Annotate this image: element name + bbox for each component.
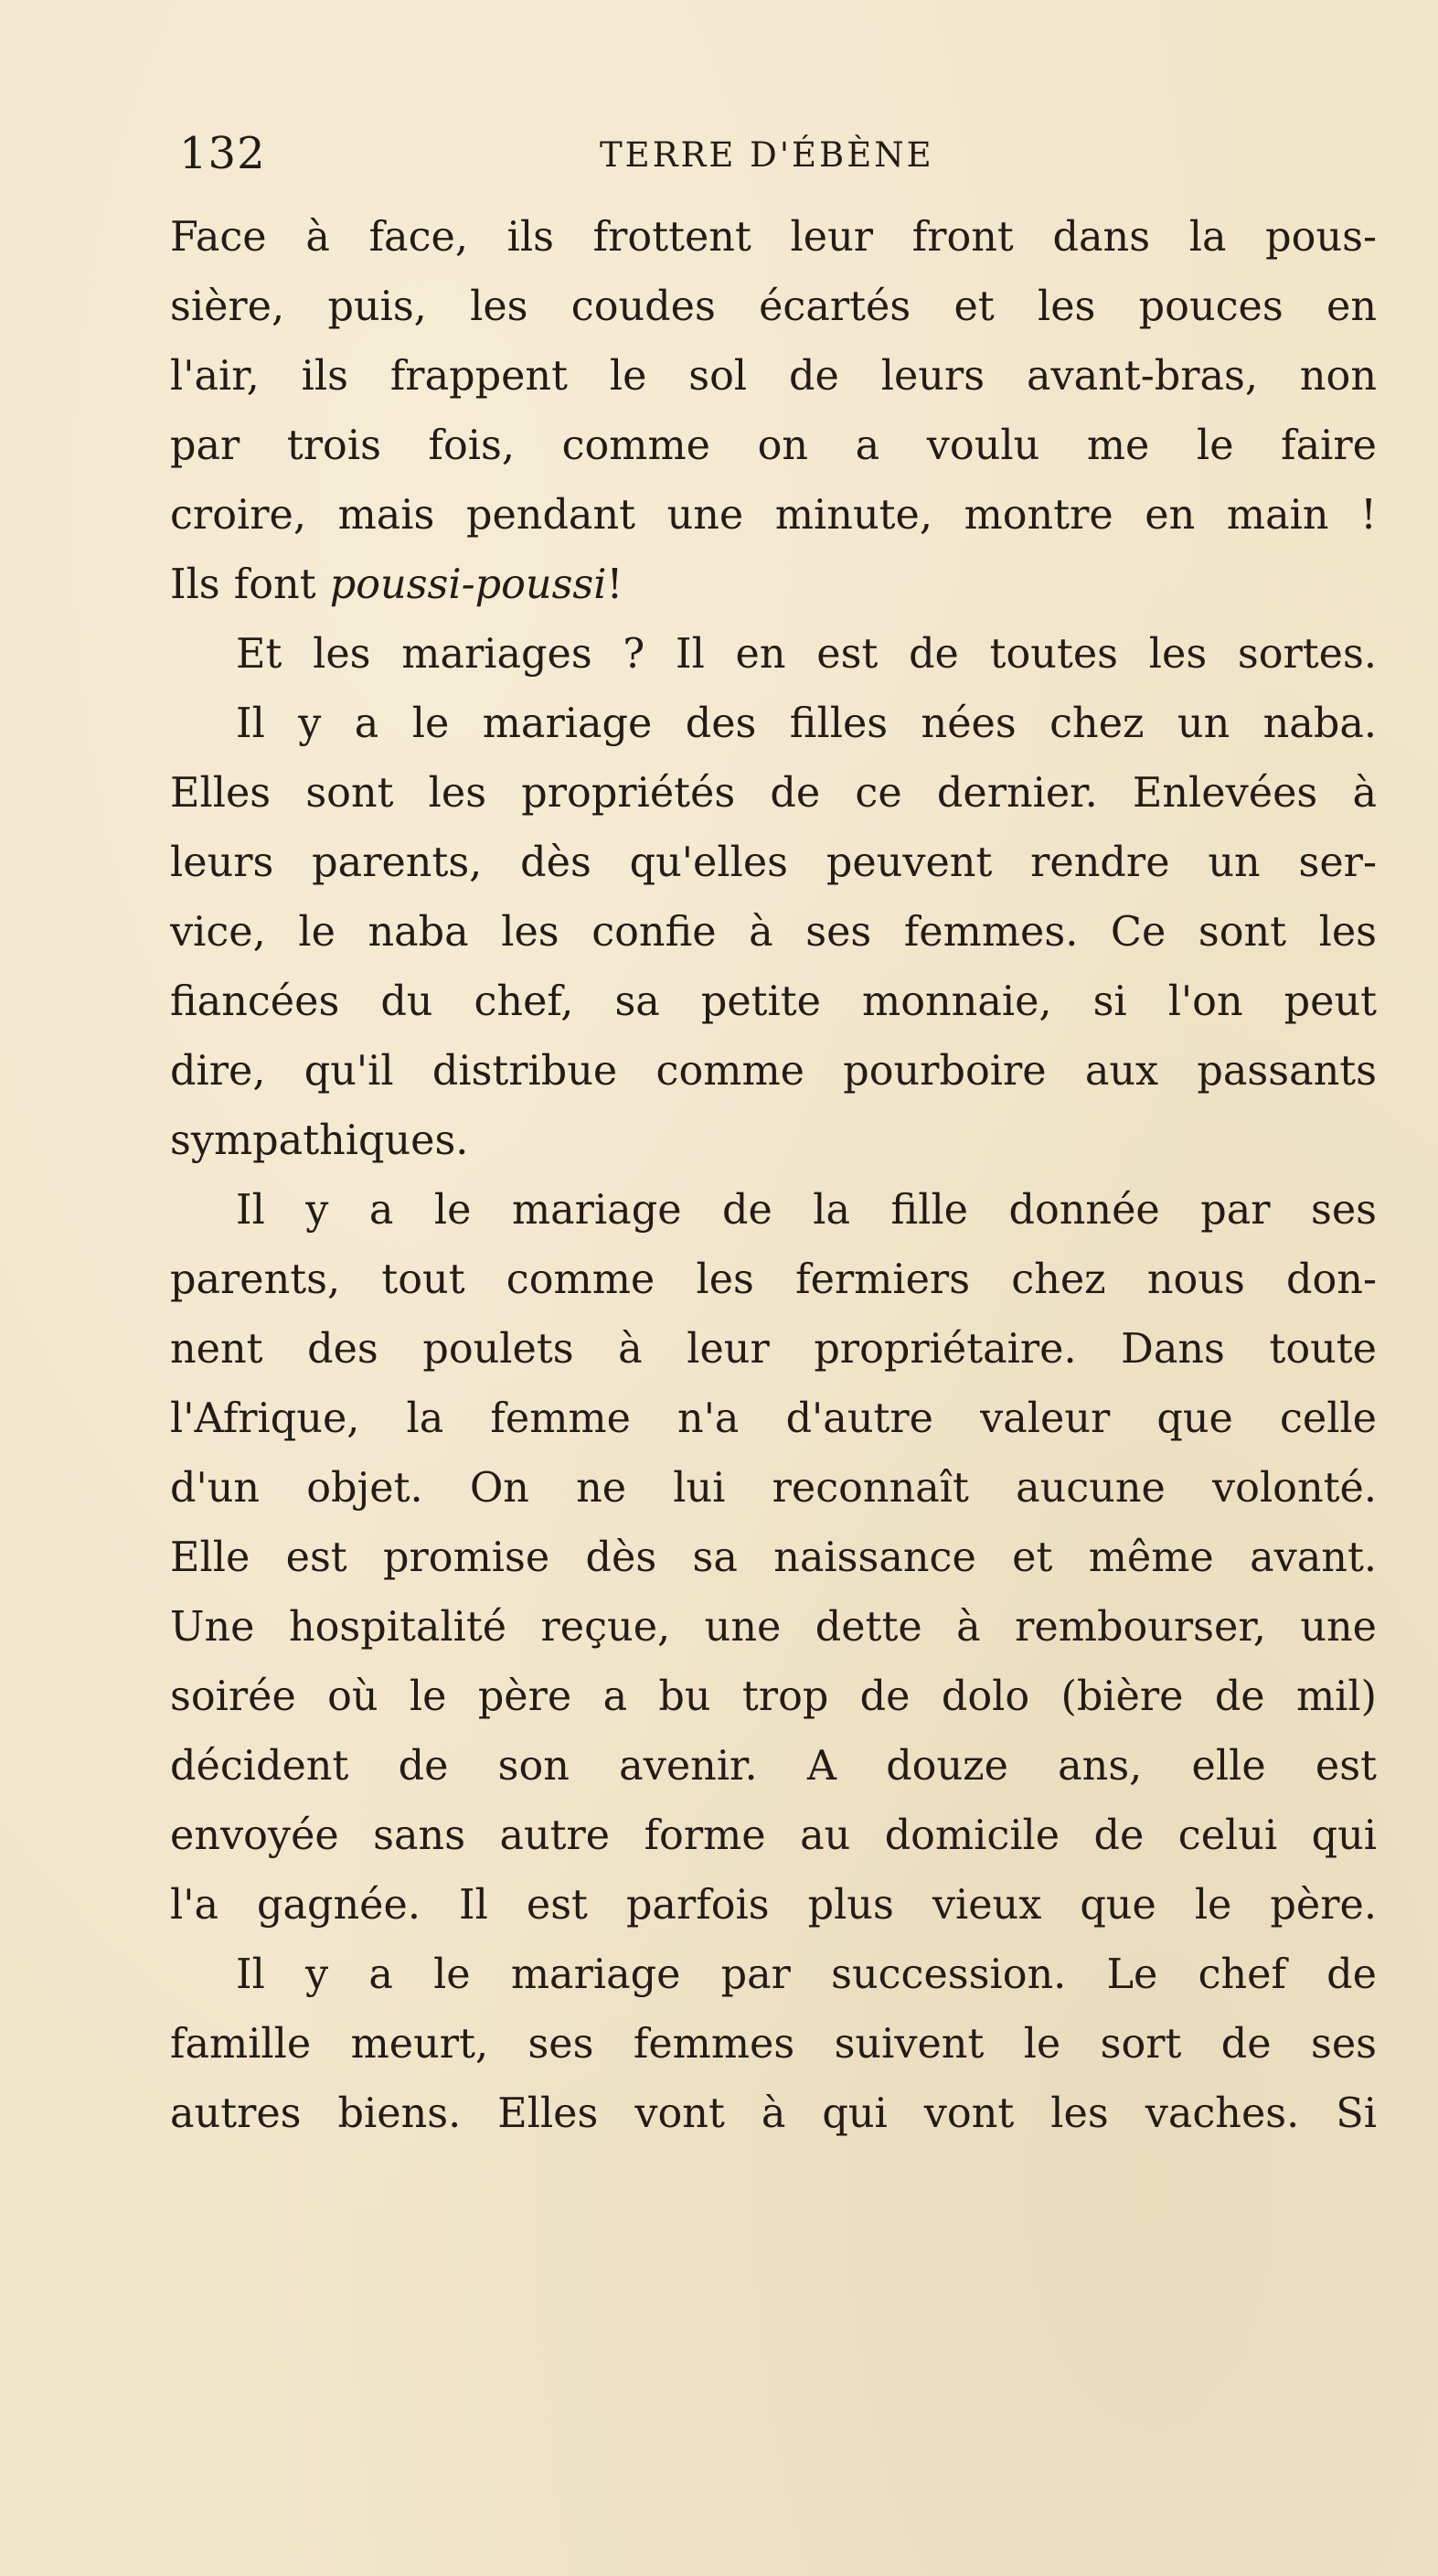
text-line: l'air, ils frappent le sol de leurs avant-bras, non <box>170 353 1377 400</box>
text-line: l'a gagnée. Il est parfois plus vieux que le père. <box>170 1882 1377 1929</box>
text-line: croire, mais pendant une minute, montre en main ! <box>170 492 1377 539</box>
text-line: soirée où le père a bu trop de dolo (bière de mil) <box>170 1673 1377 1720</box>
text-line: sière, puis, les coudes écartés et les pouces en <box>170 283 1377 330</box>
page-number: 132 <box>179 128 266 179</box>
text-line: envoyée sans autre forme au domicile de celui qui <box>170 1812 1377 1859</box>
text-line: Elles sont les propriétés de ce dernier. Enlevées à <box>170 770 1377 817</box>
running-head-title: TERRE D'ÉBÈNE <box>600 135 934 175</box>
text-line: Il y a le mariage de la fille donnée par ses <box>236 1187 1377 1234</box>
text-line: parents, tout comme les fermiers chez nous don- <box>170 1256 1377 1303</box>
text-line: décident de son avenir. A douze ans, elle est <box>170 1743 1377 1790</box>
running-head <box>179 128 1377 201</box>
text-line: famille meurt, ses femmes suivent le sort de ses <box>170 2021 1377 2068</box>
italic-term: poussi-poussi <box>329 561 607 608</box>
text-line: Il y a le mariage par succession. Le chef de <box>236 1951 1377 1998</box>
text-line: Face à face, ils frottent leur front dans la pous- <box>170 214 1377 261</box>
text-segment: ! <box>606 561 623 608</box>
text-line: vice, le naba les confie à ses femmes. Ce sont les <box>170 909 1377 956</box>
body-text <box>170 203 1377 2149</box>
text-line: Une hospitalité reçue, une dette à rembourser, une <box>170 1604 1377 1651</box>
text-line: dire, qu'il distribue comme pourboire aux passants <box>170 1048 1377 1095</box>
text-line: Et les mariages ? Il en est de toutes les sortes. <box>236 631 1377 678</box>
text-line: autres biens. Elles vont à qui vont les vaches. Si <box>170 2090 1377 2137</box>
text-line: Elle est promise dès sa naissance et même avant. <box>170 1534 1377 1581</box>
text-line: fiancées du chef, sa petite monnaie, si l'on peut <box>170 978 1377 1025</box>
text-line: par trois fois, comme on a voulu me le faire <box>170 422 1377 469</box>
text-line: l'Afrique, la femme n'a d'autre valeur que celle <box>170 1395 1377 1442</box>
text-line: leurs parents, dès qu'elles peuvent rendre un ser- <box>170 839 1377 886</box>
text-line <box>170 550 1377 620</box>
text-line: sympathiques. <box>170 1117 469 1164</box>
text-segment: Ils font <box>170 561 316 608</box>
text-line: Il y a le mariage des filles nées chez un naba. <box>236 700 1377 747</box>
text-line: d'un objet. On ne lui reconnaît aucune volonté. <box>170 1465 1377 1512</box>
text-line: nent des poulets à leur propriétaire. Dans toute <box>170 1326 1377 1373</box>
